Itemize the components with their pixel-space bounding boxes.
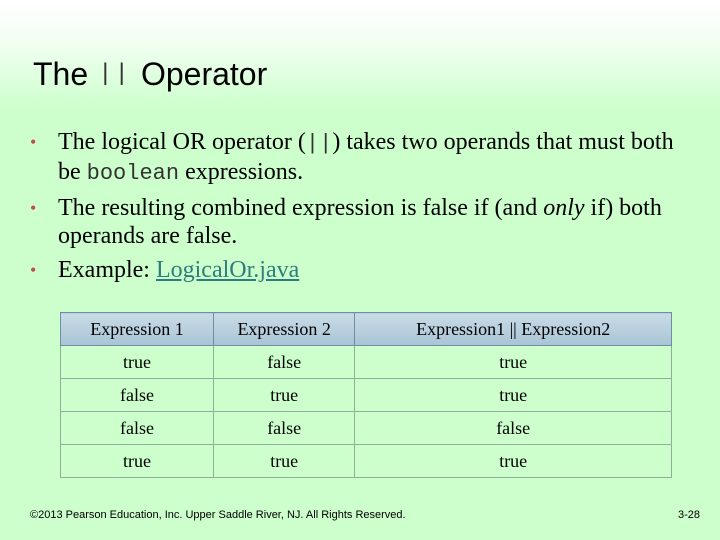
column-header: Expression 2 bbox=[214, 313, 355, 346]
bullet-text: The resulting combined expression is false if (and bbox=[58, 195, 544, 221]
column-header: Expression1 || Expression2 bbox=[355, 313, 672, 346]
bullet-text: The logical OR operator ( bbox=[58, 129, 306, 155]
inline-code: || bbox=[305, 131, 333, 156]
truth-table bbox=[60, 312, 672, 478]
table-row bbox=[61, 445, 672, 478]
bullet-text: if) both operands are false. bbox=[58, 195, 662, 249]
bullet-item bbox=[30, 128, 680, 188]
title-prefix: The bbox=[33, 55, 89, 92]
table-cell: true bbox=[355, 445, 672, 478]
bullet-marker: • bbox=[30, 198, 37, 218]
emphasis-text: only bbox=[543, 195, 585, 221]
example-link[interactable]: LogicalOr.java bbox=[155, 257, 300, 283]
table-cell: false bbox=[214, 346, 355, 379]
bullet-text: expressions. bbox=[179, 159, 304, 185]
bullet-item bbox=[30, 194, 680, 250]
table-cell: true bbox=[214, 445, 355, 478]
bullet-text: ) takes two operands that must both be bbox=[58, 129, 674, 185]
bullet-text: Example: bbox=[58, 257, 156, 283]
bullet-list bbox=[30, 128, 680, 290]
table-row bbox=[61, 412, 672, 445]
title-suffix: Operator bbox=[140, 55, 268, 92]
table-cell: false bbox=[214, 412, 355, 445]
table-cell: false bbox=[61, 412, 214, 445]
copyright-footer: ©2013 Pearson Education, Inc. Upper Saddle River, NJ. All Rights Reserved. bbox=[30, 509, 406, 521]
table-cell: true bbox=[355, 346, 672, 379]
column-header: Expression 1 bbox=[61, 313, 214, 346]
table-cell: true bbox=[61, 346, 214, 379]
table-cell: true bbox=[214, 379, 355, 412]
table-header-row bbox=[61, 313, 672, 346]
bullet-marker: • bbox=[30, 132, 37, 152]
table-cell: false bbox=[355, 412, 672, 445]
table-cell: false bbox=[61, 379, 214, 412]
bullet-item bbox=[30, 256, 680, 284]
slide-title bbox=[33, 52, 267, 96]
table-row bbox=[61, 379, 672, 412]
table-row bbox=[61, 346, 672, 379]
inline-code: boolean bbox=[86, 161, 180, 186]
page-number: 3-28 bbox=[677, 509, 700, 521]
table-cell: true bbox=[355, 379, 672, 412]
table-cell: true bbox=[61, 445, 214, 478]
title-operator: || bbox=[98, 60, 131, 88]
bullet-marker: • bbox=[30, 260, 37, 280]
